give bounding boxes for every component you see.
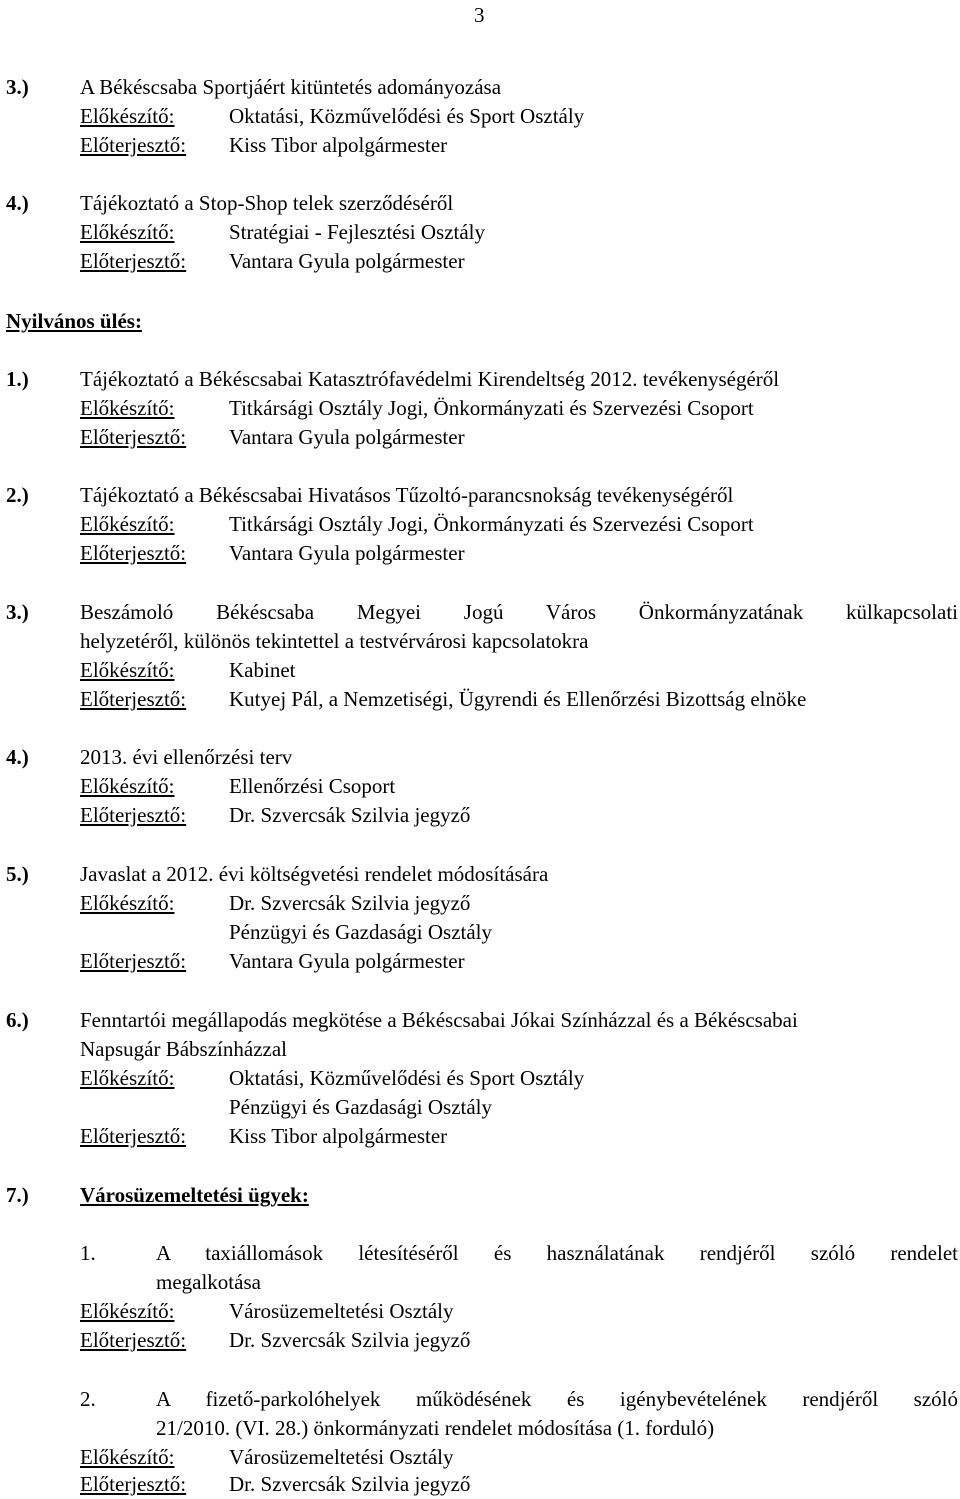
- preparer-value: Pénzügyi és Gazdasági Osztály: [229, 1095, 493, 1119]
- preparer-value: Városüzemeltetési Osztály: [229, 1445, 454, 1469]
- preparer-value: Oktatási, Közművelődési és Sport Osztály: [229, 104, 585, 128]
- presenter-value: Dr. Szvercsák Szilvia jegyző: [229, 1472, 471, 1496]
- preparer-label: Előkészítő:: [80, 512, 175, 536]
- item-number: 6.): [6, 1008, 29, 1032]
- item-number: 5.): [6, 862, 29, 886]
- presenter-value: Dr. Szvercsák Szilvia jegyző: [229, 1328, 471, 1352]
- sub-item-title: A fizető-parkolóhelyek működésének és igénybevételének rendjéről szóló: [156, 1387, 958, 1411]
- preparer-label: Előkészítő:: [80, 220, 175, 244]
- presenter-value: Vantara Gyula polgármester: [229, 425, 465, 449]
- preparer-value: Dr. Szvercsák Szilvia jegyző: [229, 891, 471, 915]
- presenter-label: Előterjesztő:: [80, 949, 187, 973]
- page-number: 3: [474, 3, 485, 27]
- presenter-label: Előterjesztő:: [80, 1124, 187, 1148]
- preparer-label: Előkészítő:: [80, 1445, 175, 1469]
- preparer-value: Ellenőrzési Csoport: [229, 774, 396, 798]
- item-title: Javaslat a 2012. évi költségvetési rendelet módosítására: [80, 862, 549, 886]
- presenter-value: Vantara Gyula polgármester: [229, 949, 465, 973]
- item-title: 2013. évi ellenőrzési terv: [80, 745, 293, 769]
- presenter-value: Vantara Gyula polgármester: [229, 541, 465, 565]
- presenter-value: Kiss Tibor alpolgármester: [229, 133, 448, 157]
- preparer-value: Titkársági Osztály Jogi, Önkormányzati és Szervezési Csoport: [229, 396, 754, 420]
- item-number: 4.): [6, 745, 29, 769]
- public-session-heading: Nyilvános ülés:: [6, 309, 142, 333]
- item-title-continued: Napsugár Bábszínházzal: [80, 1037, 287, 1061]
- item-title: Fenntartói megállapodás megkötése a Békéscsabai Jókai Színházzal és a Békéscsabai: [80, 1008, 798, 1032]
- preparer-label: Előkészítő:: [80, 1066, 175, 1090]
- presenter-value: Dr. Szvercsák Szilvia jegyző: [229, 803, 471, 827]
- preparer-value: Városüzemeltetési Osztály: [229, 1299, 454, 1323]
- preparer-value: Stratégiai - Fejlesztési Osztály: [229, 220, 486, 244]
- preparer-value: Kabinet: [229, 658, 296, 682]
- preparer-value: Pénzügyi és Gazdasági Osztály: [229, 920, 493, 944]
- item-title: Városüzemeltetési ügyek:: [80, 1183, 309, 1207]
- presenter-value: Kutyej Pál, a Nemzetiségi, Ügyrendi és Ellenőrzési Bizottság elnöke: [229, 687, 807, 711]
- item-number: 4.): [6, 191, 29, 215]
- item-title: Beszámoló Békéscsaba Megyei Jogú Város Önkormányzatának külkapcsolati: [80, 600, 958, 624]
- presenter-label: Előterjesztő:: [80, 133, 187, 157]
- preparer-value: Oktatási, Közművelődési és Sport Osztály: [229, 1066, 585, 1090]
- item-number: 1.): [6, 367, 29, 391]
- presenter-label: Előterjesztő:: [80, 803, 187, 827]
- sub-item-number: 1.: [80, 1241, 96, 1265]
- preparer-label: Előkészítő:: [80, 774, 175, 798]
- presenter-label: Előterjesztő:: [80, 1472, 187, 1496]
- presenter-value: Vantara Gyula polgármester: [229, 249, 465, 273]
- sub-item-number: 2.: [80, 1387, 96, 1411]
- item-title: Tájékoztató a Békéscsabai Hivatásos Tűzoltó-parancsnokság tevékenységéről: [80, 483, 734, 507]
- item-number: 3.): [6, 600, 29, 624]
- preparer-label: Előkészítő:: [80, 891, 175, 915]
- preparer-value: Titkársági Osztály Jogi, Önkormányzati és Szervezési Csoport: [229, 512, 754, 536]
- item-title-continued: helyzetéről, különös tekintettel a testvérvárosi kapcsolatokra: [80, 629, 589, 653]
- presenter-value: Kiss Tibor alpolgármester: [229, 1124, 448, 1148]
- presenter-label: Előterjesztő:: [80, 425, 187, 449]
- presenter-label: Előterjesztő:: [80, 1328, 187, 1352]
- item-title: Tájékoztató a Békéscsabai Katasztrófavédelmi Kirendeltség 2012. tevékenységéről: [80, 367, 780, 391]
- presenter-label: Előterjesztő:: [80, 541, 187, 565]
- item-number: 2.): [6, 483, 29, 507]
- preparer-label: Előkészítő:: [80, 104, 175, 128]
- sub-item-title: A taxiállomások létesítéséről és használatának rendjéről szóló rendelet: [156, 1241, 958, 1265]
- preparer-label: Előkészítő:: [80, 1299, 175, 1323]
- preparer-label: Előkészítő:: [80, 658, 175, 682]
- item-title: Tájékoztató a Stop-Shop telek szerződéséről: [80, 191, 454, 215]
- item-number: 3.): [6, 75, 29, 99]
- sub-item-title-continued: 21/2010. (VI. 28.) önkormányzati rendelet módosítása (1. forduló): [156, 1416, 715, 1440]
- presenter-label: Előterjesztő:: [80, 249, 187, 273]
- presenter-label: Előterjesztő:: [80, 687, 187, 711]
- item-number: 7.): [6, 1183, 29, 1207]
- item-title: A Békéscsaba Sportjáért kitüntetés adományozása: [80, 75, 502, 99]
- sub-item-title-continued: megalkotása: [156, 1270, 261, 1294]
- preparer-label: Előkészítő:: [80, 396, 175, 420]
